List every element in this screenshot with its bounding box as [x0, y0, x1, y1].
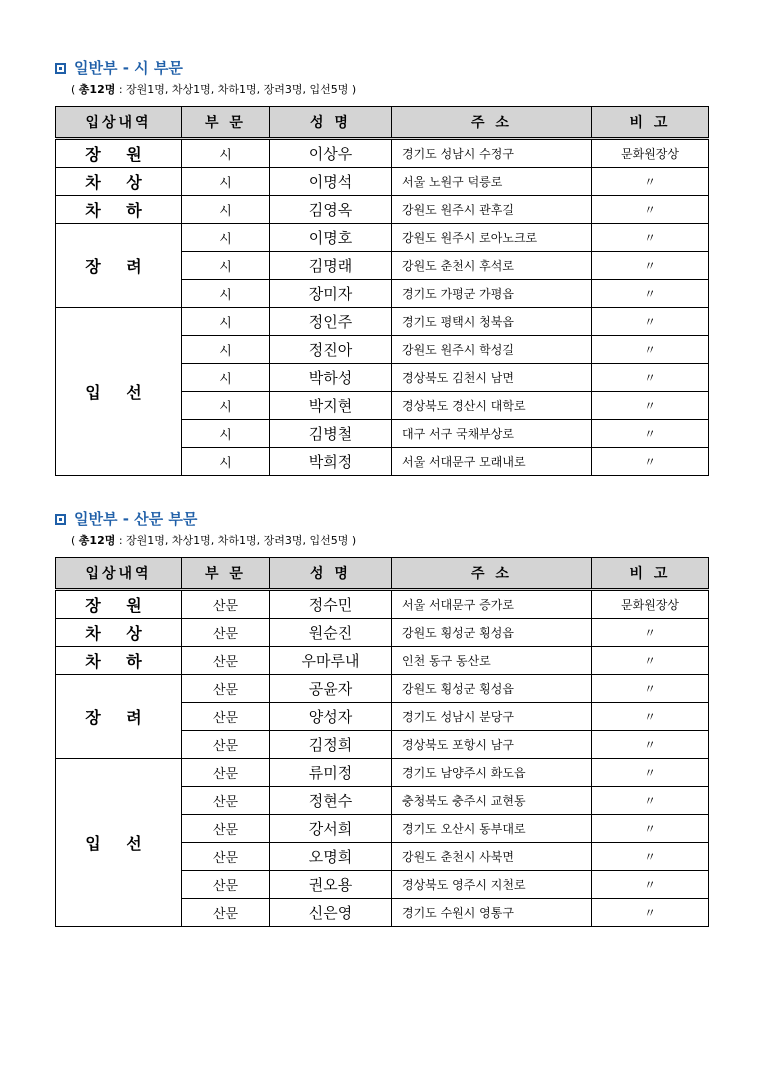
header-category: 부 문 [182, 107, 270, 139]
section-title [55, 57, 708, 79]
name-cell: 장미자 [270, 280, 392, 308]
note-cell: 〃 [592, 759, 709, 787]
address-cell: 대구 서구 국채부상로 [392, 420, 592, 448]
table-row [56, 308, 709, 336]
table-row [56, 590, 709, 619]
note-cell: 〃 [592, 308, 709, 336]
note-cell: 〃 [592, 843, 709, 871]
name-cell: 정수민 [270, 590, 392, 619]
address-cell: 경기도 가평군 가평읍 [392, 280, 592, 308]
name-cell: 김명래 [270, 252, 392, 280]
address-cell: 경기도 성남시 분당구 [392, 703, 592, 731]
address-cell: 인천 동구 동산로 [392, 647, 592, 675]
note-cell: 〃 [592, 280, 709, 308]
name-cell: 양성자 [270, 703, 392, 731]
category-cell: 산문 [182, 731, 270, 759]
award-cell: 장 원 [56, 590, 182, 619]
category-cell: 산문 [182, 675, 270, 703]
note-cell: 〃 [592, 871, 709, 899]
award-cell: 입 선 [56, 759, 182, 927]
award-cell: 장 려 [56, 675, 182, 759]
note-cell: 〃 [592, 448, 709, 476]
note-cell: 〃 [592, 647, 709, 675]
address-cell: 강원도 횡성군 횡성읍 [392, 619, 592, 647]
address-cell: 경상북도 포항시 남구 [392, 731, 592, 759]
address-cell: 충청북도 충주시 교현동 [392, 787, 592, 815]
section-summary: ( 총12명 : 장원1명, 차상1명, 차하1명, 장려3명, 입선5명 ) [71, 83, 357, 96]
name-cell: 공윤자 [270, 675, 392, 703]
name-cell: 정인주 [270, 308, 392, 336]
category-cell: 산문 [182, 787, 270, 815]
square-bullet-icon [55, 63, 66, 74]
section-summary: ( 총12명 : 장원1명, 차상1명, 차하1명, 장려3명, 입선5명 ) [71, 534, 357, 547]
address-cell: 강원도 원주시 관후길 [392, 196, 592, 224]
name-cell: 김영옥 [270, 196, 392, 224]
table-row [56, 168, 709, 196]
category-cell: 시 [182, 336, 270, 364]
note-cell: 〃 [592, 364, 709, 392]
address-cell: 경기도 오산시 동부대로 [392, 815, 592, 843]
name-cell: 강서희 [270, 815, 392, 843]
address-cell: 경기도 수원시 영통구 [392, 899, 592, 927]
note-cell: 〃 [592, 196, 709, 224]
category-cell: 시 [182, 364, 270, 392]
name-cell: 정현수 [270, 787, 392, 815]
category-cell: 시 [182, 252, 270, 280]
name-cell: 원순진 [270, 619, 392, 647]
category-cell: 시 [182, 224, 270, 252]
address-cell: 경기도 성남시 수정구 [392, 139, 592, 168]
table-row [56, 647, 709, 675]
header-address: 주 소 [392, 107, 592, 139]
address-cell: 강원도 춘천시 후석로 [392, 252, 592, 280]
name-cell: 박희정 [270, 448, 392, 476]
name-cell: 류미정 [270, 759, 392, 787]
category-cell: 시 [182, 168, 270, 196]
category-cell: 산문 [182, 647, 270, 675]
award-cell: 입 선 [56, 308, 182, 476]
name-cell: 박지현 [270, 392, 392, 420]
table-row [56, 675, 709, 703]
note-cell: 〃 [592, 224, 709, 252]
address-cell: 강원도 원주시 로아노크로 [392, 224, 592, 252]
award-cell: 차 하 [56, 196, 182, 224]
name-cell: 정진아 [270, 336, 392, 364]
header-note: 비 고 [592, 107, 709, 139]
note-cell: 〃 [592, 619, 709, 647]
section-title-text: 일반부 - 시 부문 [74, 59, 183, 77]
category-cell: 시 [182, 448, 270, 476]
category-cell: 산문 [182, 619, 270, 647]
category-cell: 시 [182, 392, 270, 420]
note-cell: 〃 [592, 815, 709, 843]
category-cell: 산문 [182, 843, 270, 871]
name-cell: 이상우 [270, 139, 392, 168]
section-title [55, 508, 708, 530]
award-cell: 차 하 [56, 647, 182, 675]
note-cell: 〃 [592, 787, 709, 815]
address-cell: 경상북도 경산시 대학로 [392, 392, 592, 420]
category-cell: 산문 [182, 815, 270, 843]
note-cell: 문화원장상 [592, 139, 709, 168]
name-cell: 김정희 [270, 731, 392, 759]
name-cell: 박하성 [270, 364, 392, 392]
winners-table [55, 106, 709, 476]
square-bullet-icon [55, 514, 66, 525]
award-cell: 장 원 [56, 139, 182, 168]
table-row [56, 619, 709, 647]
note-cell: 〃 [592, 703, 709, 731]
category-cell: 산문 [182, 759, 270, 787]
address-cell: 강원도 춘천시 사북면 [392, 843, 592, 871]
note-cell: 〃 [592, 392, 709, 420]
address-cell: 강원도 횡성군 횡성읍 [392, 675, 592, 703]
category-cell: 시 [182, 139, 270, 168]
note-cell: 〃 [592, 731, 709, 759]
address-cell: 경상북도 김천시 남면 [392, 364, 592, 392]
award-cell: 차 상 [56, 619, 182, 647]
name-cell: 권오용 [270, 871, 392, 899]
address-cell: 서울 서대문구 모래내로 [392, 448, 592, 476]
name-cell: 우마루내 [270, 647, 392, 675]
note-cell: 〃 [592, 675, 709, 703]
award-cell: 장 려 [56, 224, 182, 308]
summary-total: 총12명 [78, 534, 116, 547]
header-name: 성 명 [270, 558, 392, 590]
address-cell: 서울 노원구 덕릉로 [392, 168, 592, 196]
category-cell: 시 [182, 196, 270, 224]
category-cell: 시 [182, 280, 270, 308]
category-cell: 시 [182, 308, 270, 336]
table-row [56, 139, 709, 168]
name-cell: 이명호 [270, 224, 392, 252]
note-cell: 〃 [592, 168, 709, 196]
header-name: 성 명 [270, 107, 392, 139]
name-cell: 김병철 [270, 420, 392, 448]
winners-table [55, 557, 709, 927]
name-cell: 이명석 [270, 168, 392, 196]
address-cell: 경기도 평택시 청북읍 [392, 308, 592, 336]
table-row [56, 224, 709, 252]
table-row [56, 759, 709, 787]
category-cell: 산문 [182, 590, 270, 619]
header-note: 비 고 [592, 558, 709, 590]
category-cell: 시 [182, 420, 270, 448]
summary-total: 총12명 [78, 83, 116, 96]
header-category: 부 문 [182, 558, 270, 590]
note-cell: 〃 [592, 420, 709, 448]
header-address: 주 소 [392, 558, 592, 590]
category-cell: 산문 [182, 871, 270, 899]
address-cell: 경상북도 영주시 지천로 [392, 871, 592, 899]
summary-breakdown: : 장원1명, 차상1명, 차하1명, 장려3명, 입선5명 ) [115, 534, 357, 547]
header-row [56, 558, 709, 590]
note-cell: 〃 [592, 899, 709, 927]
section-poetry [55, 57, 708, 476]
summary-breakdown: : 장원1명, 차상1명, 차하1명, 장려3명, 입선5명 ) [115, 83, 357, 96]
table-row [56, 196, 709, 224]
section-prose [55, 508, 708, 927]
note-cell: 〃 [592, 252, 709, 280]
award-cell: 차 상 [56, 168, 182, 196]
header-award: 입상내역 [56, 107, 182, 139]
name-cell: 신은영 [270, 899, 392, 927]
address-cell: 경기도 남양주시 화도읍 [392, 759, 592, 787]
header-award: 입상내역 [56, 558, 182, 590]
note-cell: 문화원장상 [592, 590, 709, 619]
name-cell: 오명희 [270, 843, 392, 871]
category-cell: 산문 [182, 899, 270, 927]
address-cell: 강원도 원주시 학성길 [392, 336, 592, 364]
section-title-text: 일반부 - 산문 부문 [74, 510, 198, 528]
header-row [56, 107, 709, 139]
address-cell: 서울 서대문구 증가로 [392, 590, 592, 619]
note-cell: 〃 [592, 336, 709, 364]
category-cell: 산문 [182, 703, 270, 731]
